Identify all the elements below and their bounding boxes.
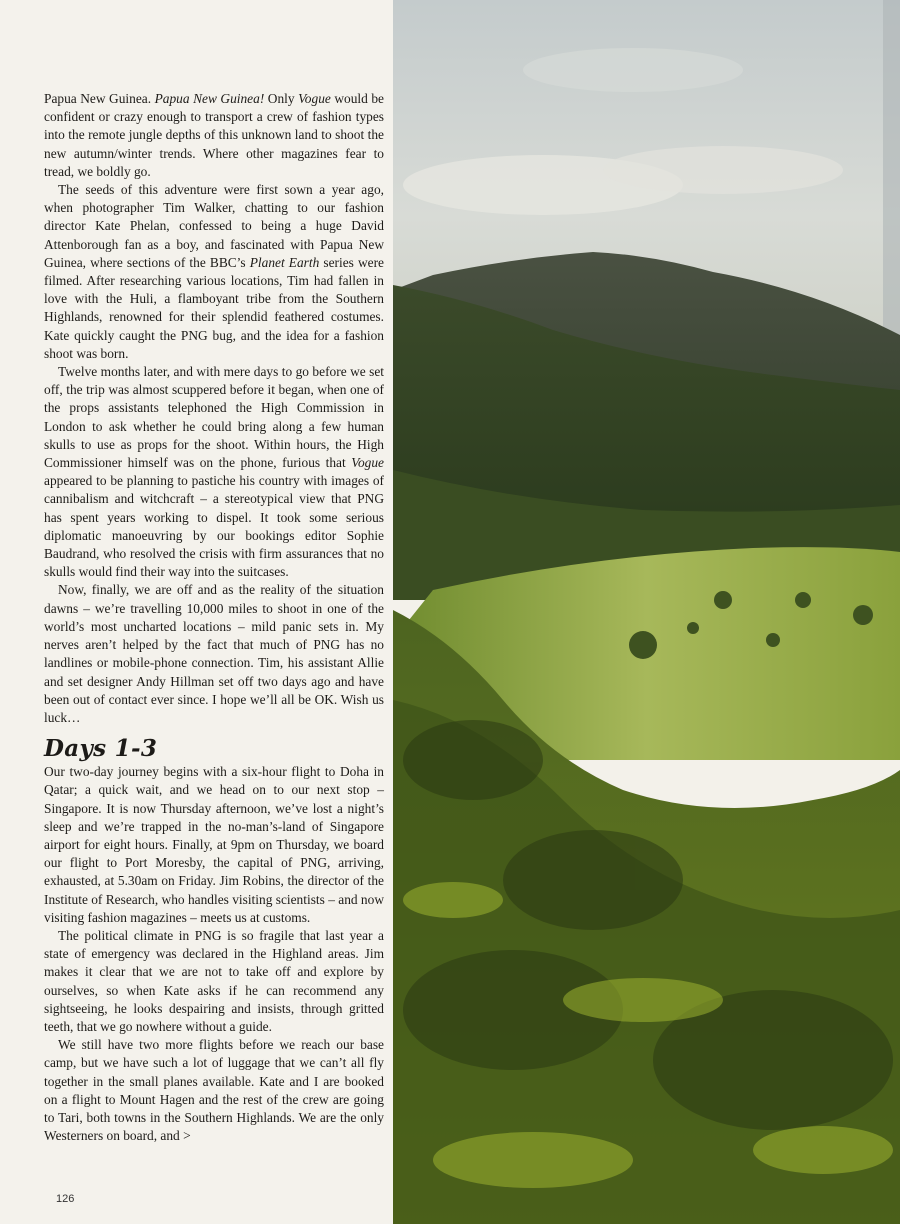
italic-text: Papua New Guinea! (154, 91, 265, 106)
paragraph-6: The political climate in PNG is so fragile that last year a state of emergency was declared in the Highland areas. Jim makes it clear that we are not to take off and explore by ourselves, so when Kate asks if he can recommend any sightseeing, he looks despairing and insists, through gritted teeth, that we go nowhere without a guide. (44, 927, 384, 1034)
paragraph-1: Papua New Guinea. Papua New Guinea! Only Vogue would be confident or crazy enough to transport a crew of fashion types into the remote jungle depths of this unknown land to shoot the new autumn/winter trends. Where other magazines fear to tread, we boldly go. (44, 91, 384, 179)
landscape-photo (393, 0, 900, 1224)
paragraph-7: We still have two more flights before we reach our base camp, but we have such a lot of luggage that we can’t all fly together in the small planes available. Kate and I are booked on a flight to Mount Hagen and the rest of the crew are going to Tari, both towns in the Southern Highlands. We are the only Westerners on board, and > (44, 1037, 384, 1144)
italic-text: Vogue (298, 91, 331, 106)
section-heading: Days 1-3 (44, 735, 158, 763)
paragraph-3: Twelve months later, and with mere days to go before we set off, the trip was almost scuppered before it began, when one of the props assistants telephoned the High Commission in London to ask whether he could bring along a few human skulls to use as props for the shoot. Within hours, the High Commissioner himself was on the phone, furious that Vogue appeared to be planning to pastiche his country with images of cannibalism and witchcraft – a stereotypical view that PNG has spent years working to dispel. It took some serious diplomatic manoeuvring by our bookings editor Sophie Baudrand, who resolved the crisis with firm assurances that no skulls would find their way into the suitcases. (44, 364, 384, 580)
paragraph-2: The seeds of this adventure were first sown a year ago, when photographer Tim Walker, chatting to our fashion director Kate Phelan, confessed to being a huge David Attenborough fan as a boy, and fascinated with Papua New Guinea, where sections of the BBC’s Planet Earth series were filmed. After researching various locations, Tim had fallen in love with the Huli, a flamboyant tribe from the Southern Highlands, renowned for their splendid feathered costumes. Kate quickly caught the PNG bug, and the idea for a fashion shoot was born. (44, 182, 384, 361)
paragraph-5: Our two-day journey begins with a six-hour flight to Doha in Qatar; a quick wait, and we head on to our next stop – Singapore. It is now Thursday afternoon, we’ve lost a night’s sleep and we’re trapped in the no-man’s-land of Singapore airport for eight hours. Finally, at 9pm on Thursday, we board our flight to Port Moresby, the capital of PNG, arriving, exhausted, at 5.30am on Friday. Jim Robins, the director of the Institute of Research, who handles visiting scientists – and now visiting fashion magazines – meets us at customs. (44, 764, 384, 925)
italic-text: Vogue (351, 455, 384, 471)
italic-text: Planet Earth (249, 254, 320, 270)
article-body (44, 90, 384, 1145)
landscape-illustration (393, 0, 900, 1224)
page-number: 126 (56, 1193, 75, 1205)
text-column (0, 0, 400, 1224)
paragraph-4: Now, finally, we are off and as the reality of the situation dawns – we’re travelling 10,000 miles to shoot in one of the world’s most uncharted locations – mild panic sets in. My nerves aren’t helped by the fact that much of PNG has no landlines or mobile-phone connection. Tim, his assistant Allie and set designer Andy Hillman set off two days ago and have been out of contact ever since. I hope we’ll all be OK. Wish us luck… (44, 582, 384, 725)
